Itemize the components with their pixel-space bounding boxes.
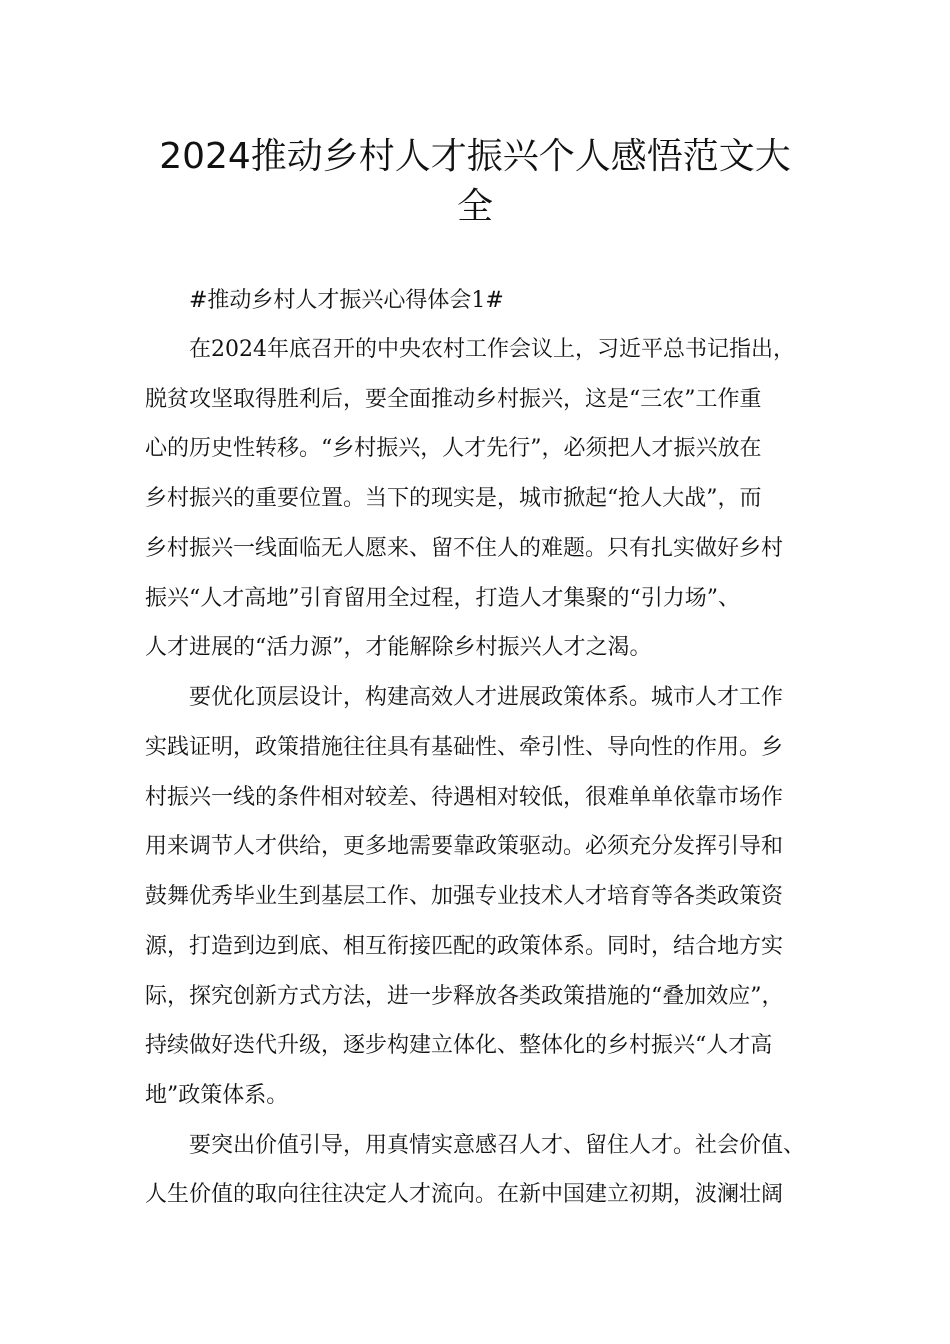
paragraph-1-line-2: 脱贫攻坚取得胜利后，要全面推动乡村振兴，这是“三农”工作重 [145, 387, 762, 412]
paragraph-1-line-7: 人才进展的“活力源”，才能解除乡村振兴人才之渴。 [145, 635, 652, 660]
paragraph-1-line-6: 振兴“人才高地”引育留用全过程，打造人才集聚的“引力场”、 [145, 586, 740, 611]
paragraph-1-line-4: 乡村振兴的重要位置。当下的现实是，城市掀起“抢人大战”，而 [145, 486, 762, 511]
paragraph-2-line-1: 要优化顶层设计，构建高效人才进展政策体系。城市人才工作 [189, 685, 784, 710]
paragraph-2-line-3: 村振兴一线的条件相对较差、待遇相对较低，很难单单依靠市场作 [145, 785, 784, 810]
paragraph-3-line-1: 要突出价值引导，用真情实意感召人才、留住人才。社会价值、 [189, 1133, 806, 1158]
document-title-line-2: 全 [456, 186, 493, 227]
paragraph-2-line-8: 持续做好迭代升级，逐步构建立体化、整体化的乡村振兴“人才高 [145, 1033, 773, 1058]
paragraph-2-line-7: 际，探究创新方式方法，进一步释放各类政策措施的“叠加效应”， [145, 984, 784, 1009]
section-heading: #推动乡村人才振兴心得体会1# [189, 288, 504, 313]
paragraph-2-line-6: 源，打造到边到底、相互衔接匹配的政策体系。同时，结合地方实 [145, 934, 784, 959]
paragraph-1-line-1: 在2024年底召开的中央农村工作会议上，习近平总书记指出， [189, 337, 795, 362]
paragraph-1-line-5: 乡村振兴一线面临无人愿来、留不住人的难题。只有扎实做好乡村 [145, 536, 784, 561]
paragraph-1-line-3: 心的历史性转移。“乡村振兴，人才先行”，必须把人才振兴放在 [145, 436, 762, 461]
paragraph-2-line-5: 鼓舞优秀毕业生到基层工作、加强专业技术人才培育等各类政策资 [145, 884, 784, 909]
paragraph-2-line-9: 地”政策体系。 [145, 1083, 289, 1108]
paragraph-3-line-2: 人生价值的取向往往决定人才流向。在新中国建立初期，波澜壮阔 [145, 1182, 784, 1207]
paragraph-2-line-4: 用来调节人才供给，更多地需要靠政策驱动。必须充分发挥引导和 [145, 834, 784, 859]
paragraph-2-line-2: 实践证明，政策措施往往具有基础性、牵引性、导向性的作用。乡 [145, 735, 784, 760]
document-title-line-1: 2024推动乡村人才振兴个人感悟范文大 [159, 136, 791, 177]
